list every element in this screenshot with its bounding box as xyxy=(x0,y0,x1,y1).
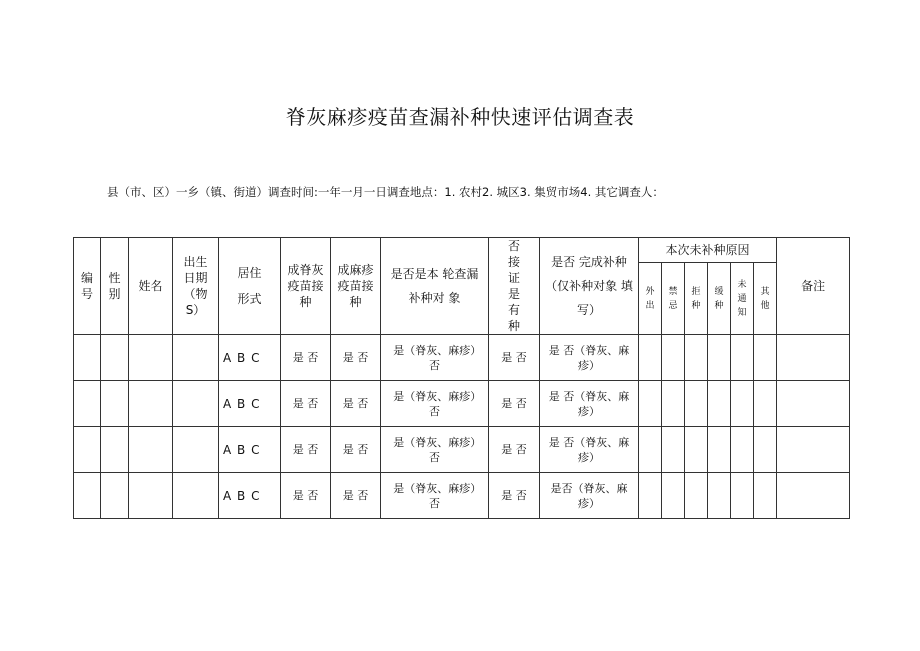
header-target: 是否是本 轮查漏补种对 象 xyxy=(381,238,489,335)
cell-sex[interactable] xyxy=(101,335,129,381)
cell-name[interactable] xyxy=(129,381,173,427)
cell-measles[interactable]: 是 否 xyxy=(331,427,381,473)
cell-reason[interactable] xyxy=(754,473,777,519)
cell-reason[interactable] xyxy=(685,381,708,427)
cell-reason[interactable] xyxy=(731,335,754,381)
cell-polio[interactable]: 是 否 xyxy=(281,427,331,473)
cell-notes[interactable] xyxy=(777,427,850,473)
header-reason-away: 外出 xyxy=(639,263,662,335)
cell-dob[interactable] xyxy=(173,427,219,473)
cell-id[interactable] xyxy=(74,381,101,427)
cell-reason[interactable] xyxy=(685,335,708,381)
cell-target[interactable]: 是（脊灰、麻疹）否 xyxy=(381,335,489,381)
header-reasons-group: 本次未补种原因 xyxy=(639,238,777,263)
cell-reason[interactable] xyxy=(662,335,685,381)
cell-reason[interactable] xyxy=(731,427,754,473)
cell-polio[interactable]: 是 否 xyxy=(281,381,331,427)
cell-certificate[interactable]: 是 否 xyxy=(489,473,540,519)
cell-target[interactable]: 是（脊灰、麻疹）否 xyxy=(381,427,489,473)
cell-notes[interactable] xyxy=(777,335,850,381)
cell-reason[interactable] xyxy=(639,381,662,427)
cell-reason[interactable] xyxy=(662,427,685,473)
table-row xyxy=(74,427,850,473)
cell-reason[interactable] xyxy=(754,381,777,427)
cell-id[interactable] xyxy=(74,427,101,473)
cell-dob[interactable] xyxy=(173,381,219,427)
cell-name[interactable] xyxy=(129,335,173,381)
table-row xyxy=(74,335,850,381)
cell-sex[interactable] xyxy=(101,427,129,473)
cell-reason[interactable] xyxy=(685,427,708,473)
table-row xyxy=(74,473,850,519)
cell-reason[interactable] xyxy=(754,427,777,473)
cell-polio[interactable]: 是 否 xyxy=(281,473,331,519)
header-dob: 出生日期（物S） xyxy=(173,238,219,335)
survey-table xyxy=(73,237,850,519)
cell-dob[interactable] xyxy=(173,335,219,381)
cell-completed[interactable]: 是否（脊灰、麻疹） xyxy=(540,473,639,519)
cell-notes[interactable] xyxy=(777,473,850,519)
cell-reason[interactable] xyxy=(708,381,731,427)
cell-measles[interactable]: 是 否 xyxy=(331,335,381,381)
header-reason-contraindication: 禁忌 xyxy=(662,263,685,335)
cell-residence[interactable]: A B C xyxy=(219,473,281,519)
cell-reason[interactable] xyxy=(731,473,754,519)
cell-reason[interactable] xyxy=(708,473,731,519)
cell-reason[interactable] xyxy=(639,427,662,473)
header-id: 编号 xyxy=(74,238,101,335)
cell-measles[interactable]: 是 否 xyxy=(331,473,381,519)
cell-residence[interactable]: A B C xyxy=(219,335,281,381)
header-name: 姓名 xyxy=(129,238,173,335)
cell-name[interactable] xyxy=(129,427,173,473)
cell-reason[interactable] xyxy=(639,473,662,519)
cell-reason[interactable] xyxy=(731,381,754,427)
cell-target[interactable]: 是（脊灰、麻疹）否 xyxy=(381,381,489,427)
cell-sex[interactable] xyxy=(101,381,129,427)
header-reason-not-notified: 未通知 xyxy=(731,263,754,335)
cell-certificate[interactable]: 是 否 xyxy=(489,427,540,473)
header-completed: 是否 完成补种（仅补种对象 填写） xyxy=(540,238,639,335)
cell-completed[interactable]: 是 否（脊灰、麻疹） xyxy=(540,427,639,473)
cell-reason[interactable] xyxy=(639,335,662,381)
cell-id[interactable] xyxy=(74,473,101,519)
cell-dob[interactable] xyxy=(173,473,219,519)
cell-notes[interactable] xyxy=(777,381,850,427)
cell-target[interactable]: 是（脊灰、麻疹）否 xyxy=(381,473,489,519)
table-row xyxy=(74,381,850,427)
cell-certificate[interactable]: 是 否 xyxy=(489,381,540,427)
cell-reason[interactable] xyxy=(708,335,731,381)
cell-completed[interactable]: 是 否（脊灰、麻疹） xyxy=(540,381,639,427)
header-measles: 成麻疹疫苗接种 xyxy=(331,238,381,335)
cell-id[interactable] xyxy=(74,335,101,381)
cell-reason[interactable] xyxy=(662,381,685,427)
header-polio: 成脊灰疫苗接种 xyxy=(281,238,331,335)
header-notes: 备注 xyxy=(777,238,850,335)
header-sex: 性别 xyxy=(101,238,129,335)
cell-reason[interactable] xyxy=(754,335,777,381)
cell-residence[interactable]: A B C xyxy=(219,381,281,427)
document-title: 脊灰麻疹疫苗查漏补种快速评估调查表 xyxy=(285,105,635,129)
cell-certificate[interactable]: 是 否 xyxy=(489,335,540,381)
cell-sex[interactable] xyxy=(101,473,129,519)
header-certificate: 否接证是有种 xyxy=(489,238,540,335)
header-reason-other: 其他 xyxy=(754,263,777,335)
header-reason-refused: 拒种 xyxy=(685,263,708,335)
survey-info-line: 县（市、区）一乡（镇、街道）调查时间:一年一月一日调查地点：1. 农村2. 城区3. 集贸市场4. 其它调查人： xyxy=(107,185,664,199)
cell-completed[interactable]: 是 否（脊灰、麻疹） xyxy=(540,335,639,381)
cell-reason[interactable] xyxy=(685,473,708,519)
cell-polio[interactable]: 是 否 xyxy=(281,335,331,381)
cell-measles[interactable]: 是 否 xyxy=(331,381,381,427)
header-residence: 居住形式 xyxy=(219,238,281,335)
cell-name[interactable] xyxy=(129,473,173,519)
header-reason-postponed: 缓种 xyxy=(708,263,731,335)
cell-reason[interactable] xyxy=(662,473,685,519)
cell-reason[interactable] xyxy=(708,427,731,473)
cell-residence[interactable]: A B C xyxy=(219,427,281,473)
